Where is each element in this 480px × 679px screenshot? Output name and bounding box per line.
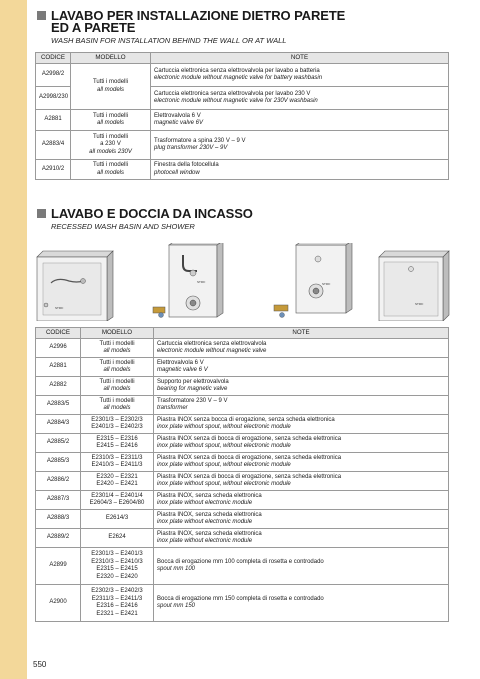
table-header-row [36, 328, 449, 339]
model-line: E2401/3 – E2402/3 [91, 424, 143, 430]
model-line: E2310/3 – E2410/3 [91, 558, 143, 565]
model-cell [81, 358, 154, 377]
note-en: inox plate without electronic module [157, 519, 253, 525]
code-cell: A2885/3 [36, 453, 81, 472]
code-cell: A2886/2 [36, 472, 81, 491]
note-cell [154, 339, 449, 358]
header-note: NOTE [151, 53, 449, 64]
section1-table [35, 52, 449, 180]
code-cell: A2998/230 [36, 87, 71, 110]
note-cell [154, 548, 449, 585]
note-it: Piastra INOX, senza scheda elettronica [157, 530, 262, 537]
table-row [36, 453, 449, 472]
header-codice: CODICE [36, 328, 81, 339]
note-en: photocell window [154, 169, 200, 176]
section1-title-line1: LAVABO PER INSTALLAZIONE DIETRO PARETE [51, 8, 346, 23]
model-cell [71, 160, 151, 180]
note-en: inox plate without spout, without electronic module [157, 481, 291, 487]
code-cell: A2996 [36, 339, 81, 358]
model-line: E2315 – E2415 [96, 566, 138, 572]
model-cell [81, 339, 154, 358]
model-line: all models [103, 367, 131, 373]
model-en: all models [96, 120, 124, 126]
model-line: Tutti i modelli [99, 340, 135, 347]
model-line: Tutti i modelli [99, 359, 135, 366]
model-en: all models 230V [89, 148, 132, 155]
code-cell: A2885/2 [36, 434, 81, 453]
section2-title-text: LAVABO E DOCCIA DA INCASSO [51, 206, 253, 221]
code-cell: A2884/3 [36, 415, 81, 434]
note-en: inox plate without electronic module [157, 500, 253, 506]
model-line: E2410/3 – E2411/3 [91, 462, 143, 468]
note-it: Trasformatore a spina 230 V – 9 V [154, 137, 246, 144]
note-it: Cartuccia elettronica senza elettrovalvola per lavabo 230 V [154, 90, 311, 97]
note-it: Elettrovalvola 6 V [154, 112, 201, 119]
note-it: Piastra INOX, senza scheda elettronica [157, 511, 262, 518]
model-line: E2415 – E2416 [96, 443, 138, 449]
model-line: E2302/3 – E2402/3 [91, 588, 143, 594]
note-en: inox plate without spout, without electronic module [157, 462, 291, 468]
note-en: electronic module without magnetic valve for 230V washbasin [154, 98, 318, 104]
note-en: magnetic valve 6 V [157, 367, 208, 373]
table-header-row [36, 53, 449, 64]
model-line: E2301/4 – E2401/4 [91, 492, 143, 499]
model-line: E2604/3 – E2604/80 [89, 500, 145, 506]
model-cell [81, 472, 154, 491]
product-image-plate-only [375, 243, 451, 321]
table-row [36, 491, 449, 510]
note-it: Supporto per elettrovalvola [157, 378, 229, 385]
model-cell [81, 377, 154, 396]
table-row [36, 434, 449, 453]
note-en: electronic module without magnetic valve for battery washbasin [154, 75, 323, 81]
note-it: Piastra INOX senza bocca di erogazione, senza scheda elettronica [157, 416, 335, 423]
note-it: Piastra INOX senza di bocca di erogazione, senza scheda elettronica [157, 473, 342, 480]
note-cell [151, 131, 449, 160]
header-modello: MODELLO [81, 328, 154, 339]
model-cell [81, 396, 154, 415]
model-cell [71, 131, 151, 160]
table-row [36, 160, 449, 180]
header-modello: MODELLO [71, 53, 151, 64]
note-en: bearing for magnetic valve [157, 386, 228, 392]
page-number: 550 [33, 660, 47, 669]
model-line: E2320 – E2420 [96, 573, 138, 580]
table-row [36, 358, 449, 377]
model-it: Tutti i modelli [92, 79, 129, 85]
note-cell [151, 64, 449, 87]
model-line: E2315 – E2316 [96, 435, 138, 442]
note-en: inox plate without spout, without electronic module [157, 424, 291, 430]
table-row [36, 396, 449, 415]
model-cell [81, 491, 154, 510]
note-cell [151, 87, 449, 110]
model-cell [71, 64, 151, 110]
model-line: all models [103, 348, 131, 354]
model-line: E2311/3 – E2411/3 [91, 595, 143, 602]
note-cell [154, 377, 449, 396]
table-row [36, 339, 449, 358]
model-cell [81, 434, 154, 453]
model-cell [71, 110, 151, 131]
model-line: E2420 – E2421 [96, 481, 138, 487]
sidebar-band [0, 0, 27, 679]
model-line: E2301/3 – E2401/3 [91, 551, 143, 557]
note-it: Cartuccia elettronica senza elettrovalvola per lavabo a batteria [154, 67, 320, 74]
header-note: NOTE [154, 328, 449, 339]
model-cell [81, 453, 154, 472]
section1-subtitle: WASH BASIN FOR INSTALLATION BEHIND THE WALL OR AT WALL [51, 36, 287, 45]
plate-label-4: STIFF [415, 302, 424, 306]
plate-label-3: STIFF [322, 282, 331, 286]
product-images [35, 243, 448, 325]
note-cell [154, 453, 449, 472]
note-it: Piastra INOX senza di bocca di erogazione, senza scheda elettronica [157, 454, 342, 461]
model-line: Tutti i modelli [99, 378, 135, 385]
model-line: E2320 – E2321 [96, 473, 138, 480]
code-cell: A2888/3 [36, 510, 81, 529]
model-cell [81, 585, 154, 622]
product-image-plate-sensor-valve [260, 243, 360, 325]
note-it: Piastra INOX, senza scheda elettronica [157, 492, 262, 499]
note-en: magnetic valve 6V [154, 120, 204, 126]
model-line: E2310/3 – E2311/3 [91, 454, 143, 461]
note-cell [154, 585, 449, 622]
note-it: Bocca di erogazione mm 150 completa di rosetta e controdado [157, 595, 324, 602]
model-en: all models [96, 169, 124, 176]
note-it: Bocca di erogazione mm 100 completa di rosetta e controdado [157, 558, 324, 565]
model-cell [81, 510, 154, 529]
title-square-icon [37, 209, 46, 218]
model-cell [81, 529, 154, 548]
note-it: Cartuccia elettronica senza elettrovalvola [157, 340, 267, 347]
model-it: Tutti i modelli [92, 133, 129, 140]
section2-table [35, 327, 449, 622]
model-it: Tutti i modelli [92, 162, 129, 168]
note-cell [151, 110, 449, 131]
code-cell: A2882 [36, 377, 81, 396]
note-cell [154, 529, 449, 548]
table-row [36, 64, 449, 87]
note-en: inox plate without spout, without electronic module [157, 443, 291, 449]
section2-title [37, 208, 253, 220]
code-cell: A2889/2 [36, 529, 81, 548]
model-line: E2614/3 [105, 515, 129, 522]
plate-label-2: STIFF [197, 280, 206, 284]
code-cell: A2881 [36, 358, 81, 377]
note-it: Finestra della fotocellula [154, 162, 219, 168]
code-cell: A2910/2 [36, 160, 71, 180]
table-row [36, 472, 449, 491]
model-line: E2316 – E2416 [96, 603, 138, 609]
code-cell: A2887/3 [36, 491, 81, 510]
note-cell [154, 415, 449, 434]
model-line: E2624 [108, 534, 126, 541]
code-cell: A2899 [36, 548, 81, 585]
table-row [36, 377, 449, 396]
product-image-plate-spout-valve [145, 243, 245, 325]
note-it: Piastra INOX senza di bocca di erogazione, senza scheda elettronica [157, 435, 342, 442]
code-cell: A2883/4 [36, 131, 71, 160]
note-cell [151, 160, 449, 180]
model-line: all models [103, 405, 131, 411]
note-cell [154, 358, 449, 377]
section2-subtitle: RECESSED WASH BASIN AND SHOWER [51, 222, 195, 231]
note-cell [154, 396, 449, 415]
note-cell [154, 472, 449, 491]
note-it: Trasformatore 230 V – 9 V [157, 397, 228, 404]
code-cell: A2883/5 [36, 396, 81, 415]
code-cell: A2998/2 [36, 64, 71, 87]
table-row [36, 529, 449, 548]
model-it: Tutti i modelli [92, 112, 129, 119]
section1-title [37, 10, 345, 34]
plate-label-1: STIFF [55, 306, 64, 310]
note-cell [154, 510, 449, 529]
table-row [36, 415, 449, 434]
note-en: electronic module without magnetic valve [157, 348, 267, 354]
table-row [36, 131, 449, 160]
note-en: spout mm 150 [157, 603, 196, 609]
note-en: spout mm 100 [157, 566, 196, 572]
model-line: E2301/3 – E2302/3 [91, 416, 143, 423]
code-cell: A2900 [36, 585, 81, 622]
table-row [36, 585, 449, 622]
model-line: all models [103, 386, 131, 392]
product-image-plate-spout-left [35, 243, 115, 321]
note-cell [154, 491, 449, 510]
header-codice: CODICE [36, 53, 71, 64]
model-cell [81, 548, 154, 585]
note-en: inox plate without electronic module [157, 538, 253, 544]
note-cell [154, 434, 449, 453]
note-it: Elettrovalvola 6 V [157, 359, 204, 366]
title-square-icon [37, 11, 46, 20]
model-en: all models [96, 86, 124, 93]
table-row [36, 548, 449, 585]
section1-title-line2: ED A PARETE [51, 20, 136, 35]
note-en: plug transformer 230V – 9V [154, 145, 228, 151]
table-row [36, 110, 449, 131]
model-cell [81, 415, 154, 434]
note-en: transformer [157, 405, 188, 411]
code-cell: A2881 [36, 110, 71, 131]
table-row [36, 510, 449, 529]
model-line: E2321 – E2421 [96, 610, 138, 617]
model-it-2: a 230 V [100, 141, 121, 148]
model-line: Tutti i modelli [99, 397, 135, 404]
